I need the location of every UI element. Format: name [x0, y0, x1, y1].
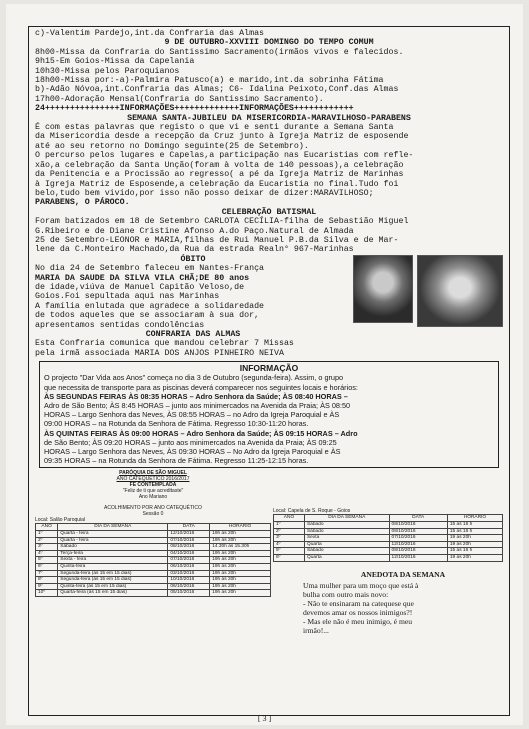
- cell: Quinta-feira (às 15 em 15 dias): [58, 583, 168, 590]
- table-row: [274, 541, 503, 548]
- info-line: de São Bento; ÀS 09:20 HORAS – junto aos minimercados na Avenida da Praia; ÀS 09:25: [44, 437, 337, 447]
- catechesis-year-name: Ano Mariano: [138, 494, 168, 501]
- cell: 19h às 20h: [210, 537, 271, 544]
- text-line: 18h00-Missa por:-a)-Palmira Patusco(a) e marido,int.da sobrinha Fátima: [35, 76, 384, 86]
- info-line: ÀS SEGUNDAS FEIRAS ÀS 08:35 HORAS – Adro Senhora da Saúde; ÀS 08:40 HORAS –: [44, 391, 348, 401]
- text-line: PARABENS, O PÁROCO.: [35, 198, 130, 208]
- catechesis-year: ANO CATEQUÉTICO 2016/2017: [116, 476, 190, 483]
- text-line: 10h30-Missa pelos Paroquianos: [35, 66, 180, 76]
- cell: Sexta: [304, 535, 389, 542]
- catechesis-local: Local: Salão Paroquial: [35, 517, 86, 524]
- parish-name: PARÓQUIA DE SÃO MIGUEL: [119, 470, 187, 477]
- info-line: HORAS – Largo Senhora das Neves, ÀS 08:55 HORAS – no Adro da Igreja Paroquial e ÀS: [44, 410, 340, 420]
- cell: 12/10/2016: [389, 541, 447, 548]
- catechesis-subtitle: ACOLHIMENTO POR ANO CATEQUÉTICO: [104, 505, 202, 512]
- text-line: à Igreja Matriz de Esposende,a celebração da Eucaristia no final.Tudo foi: [35, 179, 399, 189]
- cell: 19 às 20h: [447, 535, 502, 542]
- cell: 05/10/2016: [168, 590, 210, 597]
- page-number: [ 3 ]: [257, 714, 272, 723]
- catechesis-session: Sessão 0: [142, 511, 164, 518]
- text-line: pela irmã associada MARIA DOS ANJOS PINHEIRO NEIVA: [35, 348, 284, 358]
- cell: 07/10/2016: [389, 535, 447, 542]
- cell: 12/10/2016: [168, 531, 210, 538]
- cell: 19h às 20h: [210, 531, 271, 538]
- info-line: 09:35 HORAS – na Rotunda da Senhora de Fátima. Regresso 11:25-12:15 horas.: [44, 456, 309, 466]
- text-line: lene da C.Monteiro Machado,da Rua da estrada Realn° 967-Marinhas: [35, 245, 354, 255]
- text-line: No dia 24 de Setembro faleceu em Nantes-França: [35, 264, 265, 274]
- catechesis-block: [35, 470, 271, 634]
- cell: 4º: [36, 550, 58, 557]
- cell: Quarta - feira: [58, 531, 168, 538]
- info-line: Adro de São Bento; ÀS 8:45 HORAS – junto aos minimercados na Avenida da Praia; ÀS 08:50: [44, 401, 351, 411]
- text-line: A família enlutada que agradece a solidaredade: [35, 301, 265, 311]
- cell: 19 às 20h: [447, 541, 502, 548]
- cell: 5º: [36, 557, 58, 564]
- obituary-section: [35, 255, 503, 340]
- portrait-photo: [353, 255, 413, 323]
- catechesis-table: [35, 523, 271, 597]
- photos: [353, 255, 503, 340]
- col-header: DIA DA SEMANA: [58, 524, 168, 531]
- table-row: [274, 555, 503, 562]
- cell: Segunda-feira (às 15 em 15 dias): [58, 577, 168, 584]
- cell: 19 às 20h: [447, 555, 502, 562]
- anecdote-line: bulha com outro mais novo:: [303, 589, 389, 599]
- cell: 08/10/2016: [389, 522, 447, 529]
- col-header: ANO: [274, 515, 305, 522]
- text-line: Foram batizados em 18 de Setembro CARLOTA CECÍLIA-filha de Sebastião Miguel: [35, 217, 409, 227]
- text-line: apresentamos sentidas condolências: [35, 320, 205, 330]
- table-row: [36, 531, 271, 538]
- text-line: b)-Adão Nóvoa,int.Confraria das Almas; C6- Idalina Peixoto,Conf.das Almas: [35, 85, 399, 95]
- text-line: da Misericordia desde a recepção da Cruz junto à Igreja Matriz de esposende: [35, 132, 409, 142]
- text-line: MARIA DA SAUDE DA SILVA VILA CHÃ;DE 80 anos: [35, 273, 250, 283]
- cell: 1º: [36, 531, 58, 538]
- col-header: HORÁRIO: [447, 515, 502, 522]
- anecdote-line: - Mas ele não é meu inimigo, é meu: [303, 616, 413, 626]
- cell: 19h às 20h: [210, 564, 271, 571]
- page: [6, 4, 523, 725]
- table-row: [274, 522, 503, 529]
- cell: 15 às 16 h: [447, 522, 502, 529]
- text-line: até ao seu retorno no Domingo seguinte(25 de Setembro).: [35, 141, 309, 151]
- cell: 3º: [36, 544, 58, 551]
- cell: Sábado: [304, 528, 389, 535]
- cell: 12/10/2016: [389, 555, 447, 562]
- cell: Sábado: [304, 522, 389, 529]
- table-row: [36, 590, 271, 597]
- cell: 15 às 16 h: [447, 548, 502, 555]
- cell: Sábado: [304, 548, 389, 555]
- cell: Sexta - feira: [58, 557, 168, 564]
- cell: 15 às 16 h: [447, 528, 502, 535]
- table-row: [274, 535, 503, 542]
- cell: 2º: [36, 537, 58, 544]
- info-banner: 24+++++++++++++++INFORMAÇÕES+++++++++++++INFORMAÇÕES++++++++++++: [35, 104, 354, 114]
- table-row: [36, 557, 271, 564]
- capela-local: Local: Capela de S. Roque - Goios: [273, 508, 351, 515]
- text-line: belo,tudo bem vivido,por isso não posso deixar de dizer:MARAVILHOSO;: [35, 188, 374, 198]
- cell: 19h às 20h: [210, 577, 271, 584]
- cell: 5º: [274, 548, 305, 555]
- anecdote: [273, 570, 503, 635]
- table-row: [36, 544, 271, 551]
- cell: Segunda-feira (às 15 em 15 dias): [58, 570, 168, 577]
- anecdote-line: irmão!...: [303, 625, 329, 635]
- info-line: que necessita de transporte para as piscinas deverá comparecer nos seguintes locais e horários:: [44, 382, 358, 392]
- table-row: [36, 550, 271, 557]
- cell: Quarta: [304, 541, 389, 548]
- cell: 19h às 20h: [210, 583, 271, 590]
- cell: 4º: [274, 541, 305, 548]
- cell: 08/10/2016: [389, 548, 447, 555]
- text-line: É com estas palavras que registo o que vi e senti durante a Semana Santa: [35, 123, 394, 133]
- portrait-photo: [417, 255, 503, 327]
- cell: Quarta: [304, 555, 389, 562]
- text-line: 17h00-Adoração Mensal(Confraria do Santissimo Sacramento).: [35, 94, 324, 104]
- text-line: xão,a celebração da Santa Unção(foram à volta de 140 pessoas),a celebração: [35, 160, 404, 170]
- info-line: O projecto "Dar Vida aos Anos" começa no dia 3 de Outubro (segunda-feira). Assim, o grupo: [44, 373, 344, 383]
- cell: 03/10/2016: [168, 570, 210, 577]
- table-row: [36, 577, 271, 584]
- cell: 1º: [274, 522, 305, 529]
- cell: Terça-feira: [58, 550, 168, 557]
- cell: 08/10/2016: [389, 528, 447, 535]
- cell: 19h às 20h: [210, 590, 271, 597]
- capela-block: [273, 470, 503, 634]
- catechesis-theme: FÉ CONTEMPLADA: [129, 482, 177, 489]
- cell: Quinta-feira: [58, 564, 168, 571]
- cell: 14.30h às 15.30h: [210, 544, 271, 551]
- col-header: HORÁRIO: [210, 524, 271, 531]
- info-title: INFORMAÇÃO: [239, 363, 299, 374]
- cell: 19h às 20h: [210, 550, 271, 557]
- text-line: de todos aqueles que se associaram à sua dor,: [35, 311, 260, 321]
- text-line: O percurso pelos lugares e Capelas,a participação nas Eucaristias com refle-: [35, 151, 414, 161]
- table-row: [36, 537, 271, 544]
- cell: 07/10/2016: [168, 557, 210, 564]
- bulletin-frame: [28, 26, 510, 716]
- col-header: ANO: [36, 524, 58, 531]
- text-line: 8h00-Missa da Confraria do Santissimo Sacramento(irmãos vivos e falecidos.: [35, 47, 404, 57]
- section-title: CELEBRAÇÃO BATISMAL: [221, 207, 317, 217]
- text-line: c)-Valentim Pardejo,int.da Confraria das Almas: [35, 29, 265, 38]
- cell: 9º: [36, 583, 58, 590]
- cell: 06/10/2016: [168, 564, 210, 571]
- cell: 6º: [36, 564, 58, 571]
- text-line: Esta Confraria comunica que mandou celebrar 7 Missas: [35, 339, 294, 349]
- catechesis-motto: "Feliz de ti que acreditaste": [122, 488, 184, 495]
- table-row: [274, 528, 503, 535]
- cell: 8º: [36, 577, 58, 584]
- info-box: [39, 361, 499, 468]
- bottom-section: [35, 470, 503, 634]
- capela-table: [273, 514, 503, 561]
- text-line: G.Ribeiro e de Diane Cristine Afonso A.do Paço.Natural de Almada: [35, 226, 354, 236]
- section-title: SEMANA SANTA-JUBILEU DA MISERICORDIA-MARAVILHOSO-PARABENS: [127, 113, 411, 123]
- table-row: [274, 548, 503, 555]
- info-line: 09:00 HORAS – na Rotunda da Senhora de Fátima. Regresso 10:30-11:20 horas.: [44, 419, 309, 429]
- anecdote-title: ANEDOTA DA SEMANA: [360, 569, 446, 579]
- table-row: [36, 583, 271, 590]
- col-header: DATA: [168, 524, 210, 531]
- cell: 06/10/2016: [168, 583, 210, 590]
- info-line: HORAS – Largo Senhora das Neves, ÀS 09:30 HORAS – No Adro da Igreja Paroquial e ÀS: [44, 447, 341, 457]
- cell: Sábado: [58, 544, 168, 551]
- anecdote-line: - Não te ensinaram na catequese que: [303, 598, 414, 608]
- table-row: [36, 570, 271, 577]
- section-title: ÓBITO: [180, 254, 206, 264]
- text-line: da Penitencia e a Procissão ao regresso( a pé da Igreja Matriz de Marinhas: [35, 170, 404, 180]
- cell: Quarta - feira: [58, 537, 168, 544]
- col-header: DATA: [389, 515, 447, 522]
- text-line: de idade,viúva de Manuel Capitão Veloso,de: [35, 282, 245, 292]
- anecdote-line: devemos amar os nossos inimigos?!: [303, 607, 413, 617]
- cell: 08/10/2016: [168, 544, 210, 551]
- col-header: DIA DA SEMANA: [304, 515, 389, 522]
- section-title: CONFRARIA DAS ALMAS: [145, 330, 241, 339]
- text-line: Goios.Foi sepultada aqui nas Marinhas: [35, 292, 220, 302]
- cell: 7º: [36, 570, 58, 577]
- text-line: 25 de Setembro-LEONOR e MARIA,filhas de Rui Manuel P.B.da Silva e de Mar-: [35, 235, 399, 245]
- cell: 04/10/2016: [168, 550, 210, 557]
- cell: 10/10/2016: [168, 577, 210, 584]
- cell: 3º: [274, 535, 305, 542]
- cell: 10º: [36, 590, 58, 597]
- info-line: ÀS QUINTAS FEIRAS ÀS 09:00 HORAS – Adro Senhora da Saúde; ÀS 09:15 HORAS – Adro: [44, 428, 358, 438]
- table-row: [36, 564, 271, 571]
- cell: Quarta-feira (às 15 em 15 dias): [58, 590, 168, 597]
- cell: 2º: [274, 528, 305, 535]
- section-title: 9 DE OUTUBRO-XXVIII DOMINGO DO TEMPO COMUM: [164, 38, 374, 48]
- text-line: 9h15-Em Goios-Missa da Capelania: [35, 57, 195, 67]
- cell: 07/10/2016: [168, 537, 210, 544]
- cell: 6º: [274, 555, 305, 562]
- cell: 19h às 20h: [210, 570, 271, 577]
- cell: 19h às 20h: [210, 557, 271, 564]
- anecdote-line: Uma mulher para um moço que está à: [303, 580, 419, 590]
